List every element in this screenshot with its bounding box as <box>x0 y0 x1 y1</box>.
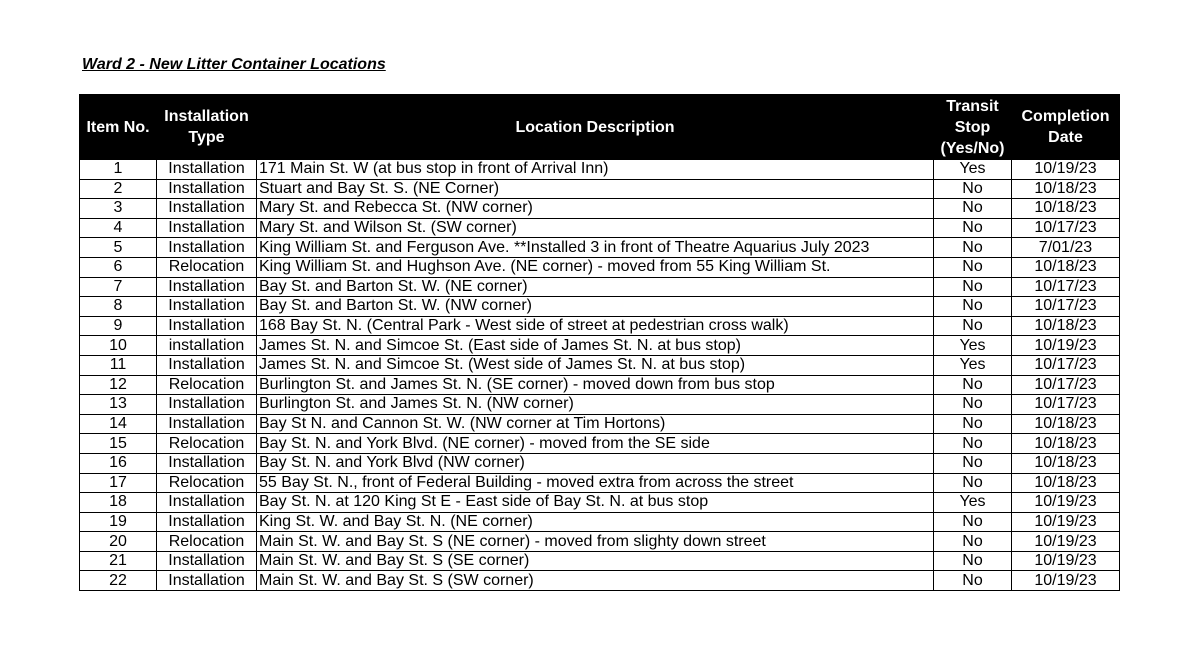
table-row <box>80 355 1120 375</box>
cell-item-no: 13 <box>80 395 157 415</box>
cell-completion-date: 10/19/23 <box>1012 532 1120 552</box>
cell-installation-type: Installation <box>157 512 257 532</box>
cell-installation-type: Installation <box>157 238 257 258</box>
table-row <box>80 297 1120 317</box>
cell-item-no: 22 <box>80 571 157 591</box>
cell-installation-type: Relocation <box>157 375 257 395</box>
cell-item-no: 11 <box>80 355 157 375</box>
cell-transit-stop: No <box>934 571 1012 591</box>
cell-location-description: Bay St. N. and York Blvd (NW corner) <box>257 453 934 473</box>
table-row <box>80 453 1120 473</box>
cell-completion-date: 10/19/23 <box>1012 336 1120 356</box>
table-header <box>80 95 1120 160</box>
cell-location-description: Mary St. and Rebecca St. (NW corner) <box>257 199 934 219</box>
cell-completion-date: 10/17/23 <box>1012 395 1120 415</box>
table-row <box>80 316 1120 336</box>
cell-completion-date: 10/18/23 <box>1012 434 1120 454</box>
cell-completion-date: 10/17/23 <box>1012 218 1120 238</box>
cell-item-no: 7 <box>80 277 157 297</box>
cell-completion-date: 10/17/23 <box>1012 277 1120 297</box>
cell-location-description: Bay St. N. and York Blvd. (NE corner) - moved from the SE side <box>257 434 934 454</box>
table-row <box>80 532 1120 552</box>
cell-item-no: 3 <box>80 199 157 219</box>
cell-item-no: 5 <box>80 238 157 258</box>
cell-installation-type: installation <box>157 336 257 356</box>
table-row <box>80 414 1120 434</box>
cell-completion-date: 10/18/23 <box>1012 199 1120 219</box>
cell-installation-type: Installation <box>157 355 257 375</box>
cell-item-no: 20 <box>80 532 157 552</box>
table-body <box>80 160 1120 591</box>
cell-transit-stop: No <box>934 473 1012 493</box>
table-row <box>80 179 1120 199</box>
cell-location-description: King William St. and Hughson Ave. (NE corner) - moved from 55 King William St. <box>257 257 934 277</box>
table-row <box>80 257 1120 277</box>
document-title: Ward 2 - New Litter Container Locations <box>82 56 386 73</box>
table-row <box>80 395 1120 415</box>
cell-location-description: James St. N. and Simcoe St. (West side of James St. N. at bus stop) <box>257 355 934 375</box>
cell-item-no: 18 <box>80 493 157 513</box>
table-row <box>80 218 1120 238</box>
cell-transit-stop: No <box>934 395 1012 415</box>
table-row <box>80 375 1120 395</box>
cell-item-no: 1 <box>80 160 157 180</box>
cell-item-no: 8 <box>80 297 157 317</box>
cell-item-no: 12 <box>80 375 157 395</box>
cell-transit-stop: No <box>934 453 1012 473</box>
cell-installation-type: Relocation <box>157 257 257 277</box>
cell-location-description: Bay St. and Barton St. W. (NW corner) <box>257 297 934 317</box>
cell-installation-type: Relocation <box>157 434 257 454</box>
cell-transit-stop: No <box>934 179 1012 199</box>
cell-transit-stop: No <box>934 218 1012 238</box>
cell-completion-date: 10/18/23 <box>1012 316 1120 336</box>
header-completion-date: Completion Date <box>1012 95 1120 160</box>
table-row <box>80 571 1120 591</box>
cell-location-description: Main St. W. and Bay St. S (NE corner) - moved from slighty down street <box>257 532 934 552</box>
cell-location-description: King St. W. and Bay St. N. (NE corner) <box>257 512 934 532</box>
cell-item-no: 2 <box>80 179 157 199</box>
cell-completion-date: 7/01/23 <box>1012 238 1120 258</box>
cell-completion-date: 10/18/23 <box>1012 473 1120 493</box>
cell-transit-stop: No <box>934 551 1012 571</box>
cell-completion-date: 10/17/23 <box>1012 355 1120 375</box>
cell-installation-type: Installation <box>157 218 257 238</box>
table-row <box>80 434 1120 454</box>
cell-location-description: King William St. and Ferguson Ave. **Installed 3 in front of Theatre Aquarius July 2023 <box>257 238 934 258</box>
cell-completion-date: 10/17/23 <box>1012 375 1120 395</box>
cell-completion-date: 10/18/23 <box>1012 179 1120 199</box>
cell-item-no: 16 <box>80 453 157 473</box>
header-item-no: Item No. <box>80 95 157 160</box>
cell-item-no: 4 <box>80 218 157 238</box>
table-row <box>80 238 1120 258</box>
table-row <box>80 277 1120 297</box>
cell-installation-type: Installation <box>157 179 257 199</box>
cell-transit-stop: Yes <box>934 355 1012 375</box>
cell-item-no: 15 <box>80 434 157 454</box>
cell-completion-date: 10/18/23 <box>1012 453 1120 473</box>
cell-installation-type: Relocation <box>157 473 257 493</box>
cell-location-description: Burlington St. and James St. N. (NW corner) <box>257 395 934 415</box>
cell-location-description: Bay St. N. at 120 King St E - East side of Bay St. N. at bus stop <box>257 493 934 513</box>
cell-transit-stop: No <box>934 316 1012 336</box>
cell-item-no: 9 <box>80 316 157 336</box>
cell-transit-stop: No <box>934 434 1012 454</box>
cell-completion-date: 10/19/23 <box>1012 512 1120 532</box>
cell-transit-stop: No <box>934 297 1012 317</box>
cell-transit-stop: No <box>934 277 1012 297</box>
table-row <box>80 551 1120 571</box>
cell-transit-stop: No <box>934 238 1012 258</box>
cell-location-description: 55 Bay St. N., front of Federal Building - moved extra from across the street <box>257 473 934 493</box>
cell-installation-type: Installation <box>157 571 257 591</box>
cell-item-no: 17 <box>80 473 157 493</box>
table-row <box>80 160 1120 180</box>
cell-location-description: Mary St. and Wilson St. (SW corner) <box>257 218 934 238</box>
cell-installation-type: Installation <box>157 395 257 415</box>
cell-location-description: Stuart and Bay St. S. (NE Corner) <box>257 179 934 199</box>
cell-completion-date: 10/17/23 <box>1012 297 1120 317</box>
cell-item-no: 10 <box>80 336 157 356</box>
cell-location-description: 168 Bay St. N. (Central Park - West side of street at pedestrian cross walk) <box>257 316 934 336</box>
header-row <box>80 95 1120 160</box>
cell-item-no: 14 <box>80 414 157 434</box>
cell-location-description: 171 Main St. W (at bus stop in front of Arrival Inn) <box>257 160 934 180</box>
cell-installation-type: Installation <box>157 199 257 219</box>
cell-installation-type: Installation <box>157 453 257 473</box>
cell-location-description: Main St. W. and Bay St. S (SW corner) <box>257 571 934 591</box>
header-location-description: Location Description <box>257 95 934 160</box>
cell-location-description: Main St. W. and Bay St. S (SE corner) <box>257 551 934 571</box>
cell-item-no: 6 <box>80 257 157 277</box>
cell-installation-type: Relocation <box>157 532 257 552</box>
cell-completion-date: 10/18/23 <box>1012 414 1120 434</box>
table-row <box>80 199 1120 219</box>
table-row <box>80 473 1120 493</box>
cell-completion-date: 10/19/23 <box>1012 551 1120 571</box>
cell-transit-stop: Yes <box>934 493 1012 513</box>
cell-location-description: Bay St. and Barton St. W. (NE corner) <box>257 277 934 297</box>
cell-location-description: Bay St N. and Cannon St. W. (NW corner at Tim Hortons) <box>257 414 934 434</box>
cell-installation-type: Installation <box>157 160 257 180</box>
cell-transit-stop: Yes <box>934 160 1012 180</box>
cell-item-no: 21 <box>80 551 157 571</box>
cell-installation-type: Installation <box>157 493 257 513</box>
litter-locations-table <box>79 94 1120 591</box>
cell-transit-stop: No <box>934 257 1012 277</box>
cell-installation-type: Installation <box>157 277 257 297</box>
cell-transit-stop: No <box>934 414 1012 434</box>
table-row <box>80 493 1120 513</box>
cell-installation-type: Installation <box>157 414 257 434</box>
header-installation-type: Installation Type <box>157 95 257 160</box>
cell-completion-date: 10/19/23 <box>1012 160 1120 180</box>
table-row <box>80 336 1120 356</box>
cell-installation-type: Installation <box>157 316 257 336</box>
cell-transit-stop: Yes <box>934 336 1012 356</box>
table-row <box>80 512 1120 532</box>
cell-completion-date: 10/18/23 <box>1012 257 1120 277</box>
header-transit-stop: Transit Stop (Yes/No) <box>934 95 1012 160</box>
cell-completion-date: 10/19/23 <box>1012 493 1120 513</box>
cell-installation-type: Installation <box>157 551 257 571</box>
cell-transit-stop: No <box>934 375 1012 395</box>
cell-installation-type: Installation <box>157 297 257 317</box>
cell-location-description: James St. N. and Simcoe St. (East side of James St. N. at bus stop) <box>257 336 934 356</box>
cell-transit-stop: No <box>934 532 1012 552</box>
cell-transit-stop: No <box>934 199 1012 219</box>
cell-location-description: Burlington St. and James St. N. (SE corner) - moved down from bus stop <box>257 375 934 395</box>
cell-completion-date: 10/19/23 <box>1012 571 1120 591</box>
cell-item-no: 19 <box>80 512 157 532</box>
cell-transit-stop: No <box>934 512 1012 532</box>
